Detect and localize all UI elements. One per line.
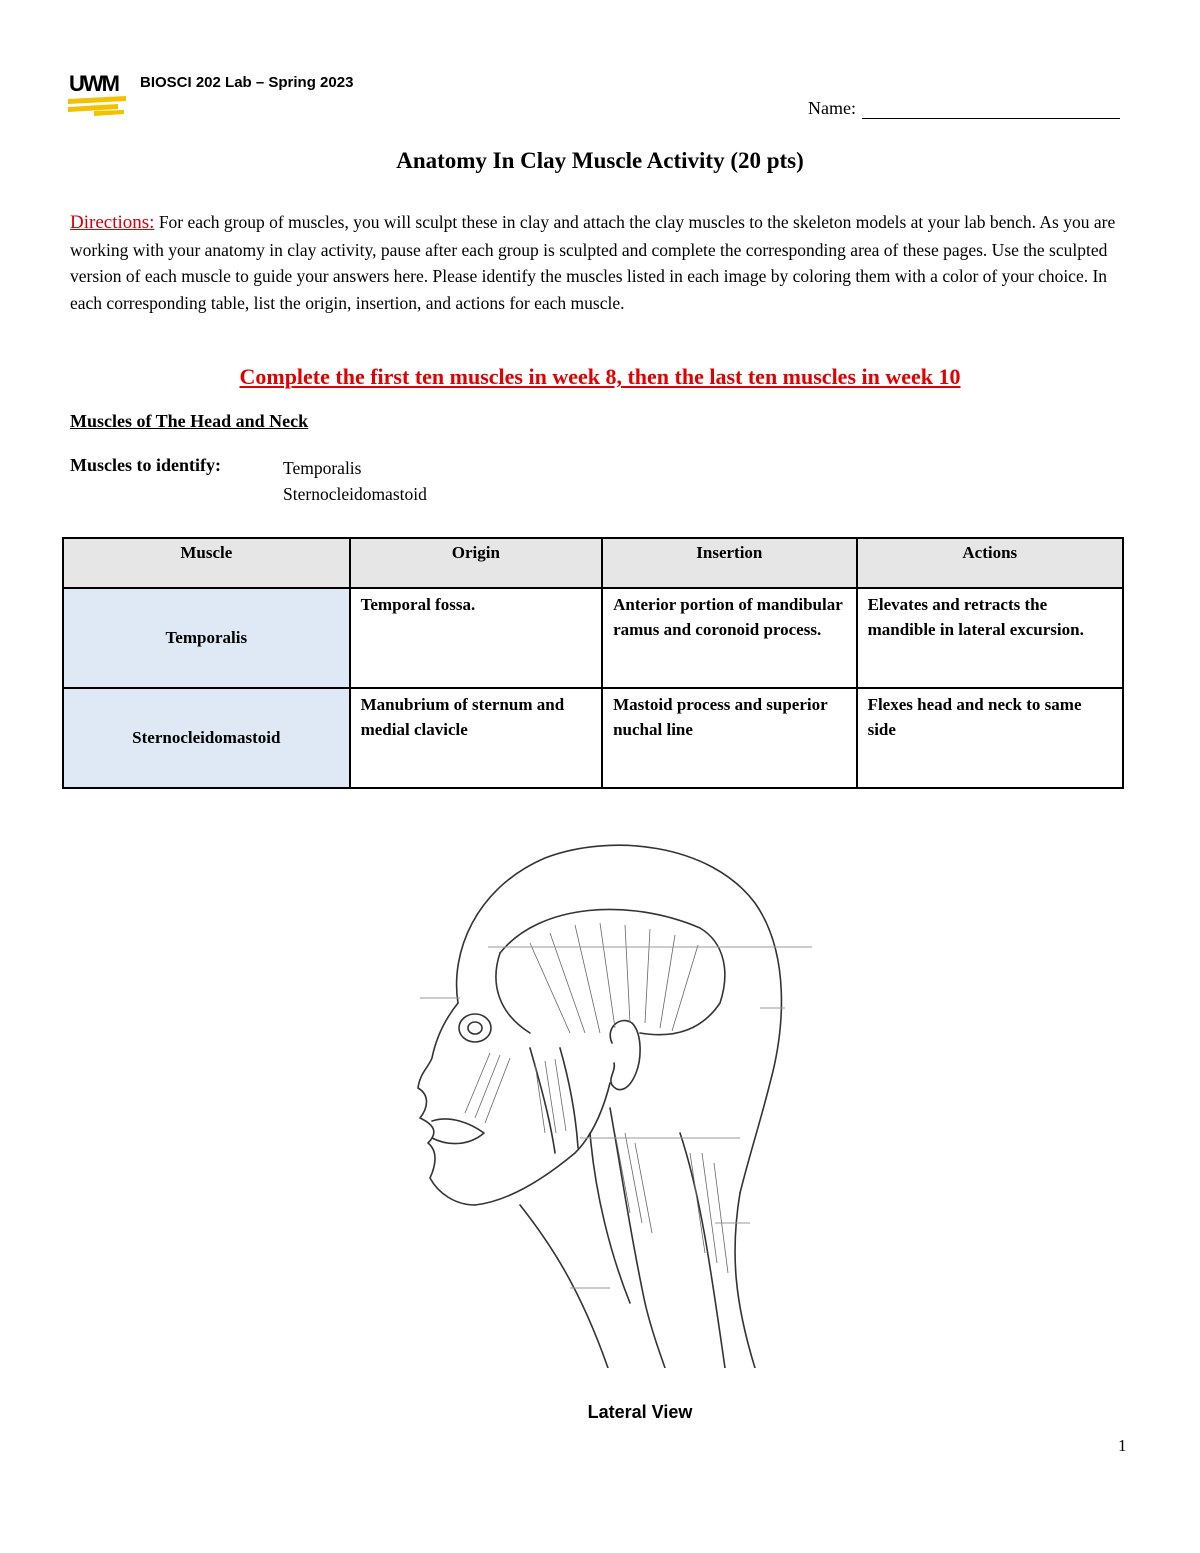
- identify-item: Sternocleidomastoid: [283, 484, 427, 504]
- head-neck-muscles-illustration: [380, 833, 820, 1368]
- directions-text: For each group of muscles, you will sculpt these in clay and attach the clay muscles to the skeleton models at your lab bench. As you are working with your anatomy in clay activity, pause after each group is sculpted and complete the corresponding area of these pages. Use the sculpted version of each muscle to guide your answers here. Please identify the muscles listed in each image by coloring them with a color of your choice. In each corresponding table, list the origin, insertion, and actions for each muscle.: [70, 212, 1116, 313]
- identify-label: Muscles to identify:: [70, 455, 221, 475]
- insertion-cell[interactable]: Anterior portion of mandibular ramus and coronoid process.: [602, 588, 856, 688]
- insertion-cell[interactable]: Mastoid process and superior nuchal line: [602, 688, 856, 788]
- page-title: Anatomy In Clay Muscle Activity (20 pts): [396, 148, 804, 173]
- course-title: BIOSCI 202 Lab – Spring 2023: [140, 74, 354, 91]
- column-header: Insertion: [602, 538, 856, 588]
- origin-cell[interactable]: Manubrium of sternum and medial clavicle: [350, 688, 603, 788]
- origin-cell[interactable]: Temporal fossa.: [350, 588, 603, 688]
- actions-cell[interactable]: Elevates and retracts the mandible in lateral excursion.: [857, 588, 1123, 688]
- name-field: [808, 98, 1120, 119]
- figure-caption: Lateral View: [587, 1402, 693, 1422]
- name-blank[interactable]: [862, 102, 1120, 119]
- muscle-cell: Temporalis: [63, 588, 350, 688]
- logo-text: UWM: [69, 71, 118, 96]
- name-label: Name:: [808, 98, 856, 118]
- muscle-table: [62, 537, 1124, 789]
- directions-paragraph: [70, 209, 1132, 316]
- identify-item: Temporalis: [283, 458, 362, 478]
- identify-list: [283, 455, 427, 507]
- page-number: 1: [1118, 1436, 1127, 1455]
- table-row: [63, 688, 1123, 788]
- column-header: Actions: [857, 538, 1123, 588]
- actions-cell[interactable]: Flexes head and neck to same side: [857, 688, 1123, 788]
- section-heading: Muscles of The Head and Neck: [70, 411, 309, 431]
- table-row: [63, 588, 1123, 688]
- week-notice: Complete the first ten muscles in week 8, then the last ten muscles in week 10: [239, 364, 961, 389]
- column-header: Muscle: [63, 538, 350, 588]
- directions-label: Directions:: [70, 212, 155, 233]
- muscle-cell: Sternocleidomastoid: [63, 688, 350, 788]
- column-header: Origin: [350, 538, 603, 588]
- uwm-logo: [68, 70, 128, 118]
- table-header-row: [63, 538, 1123, 588]
